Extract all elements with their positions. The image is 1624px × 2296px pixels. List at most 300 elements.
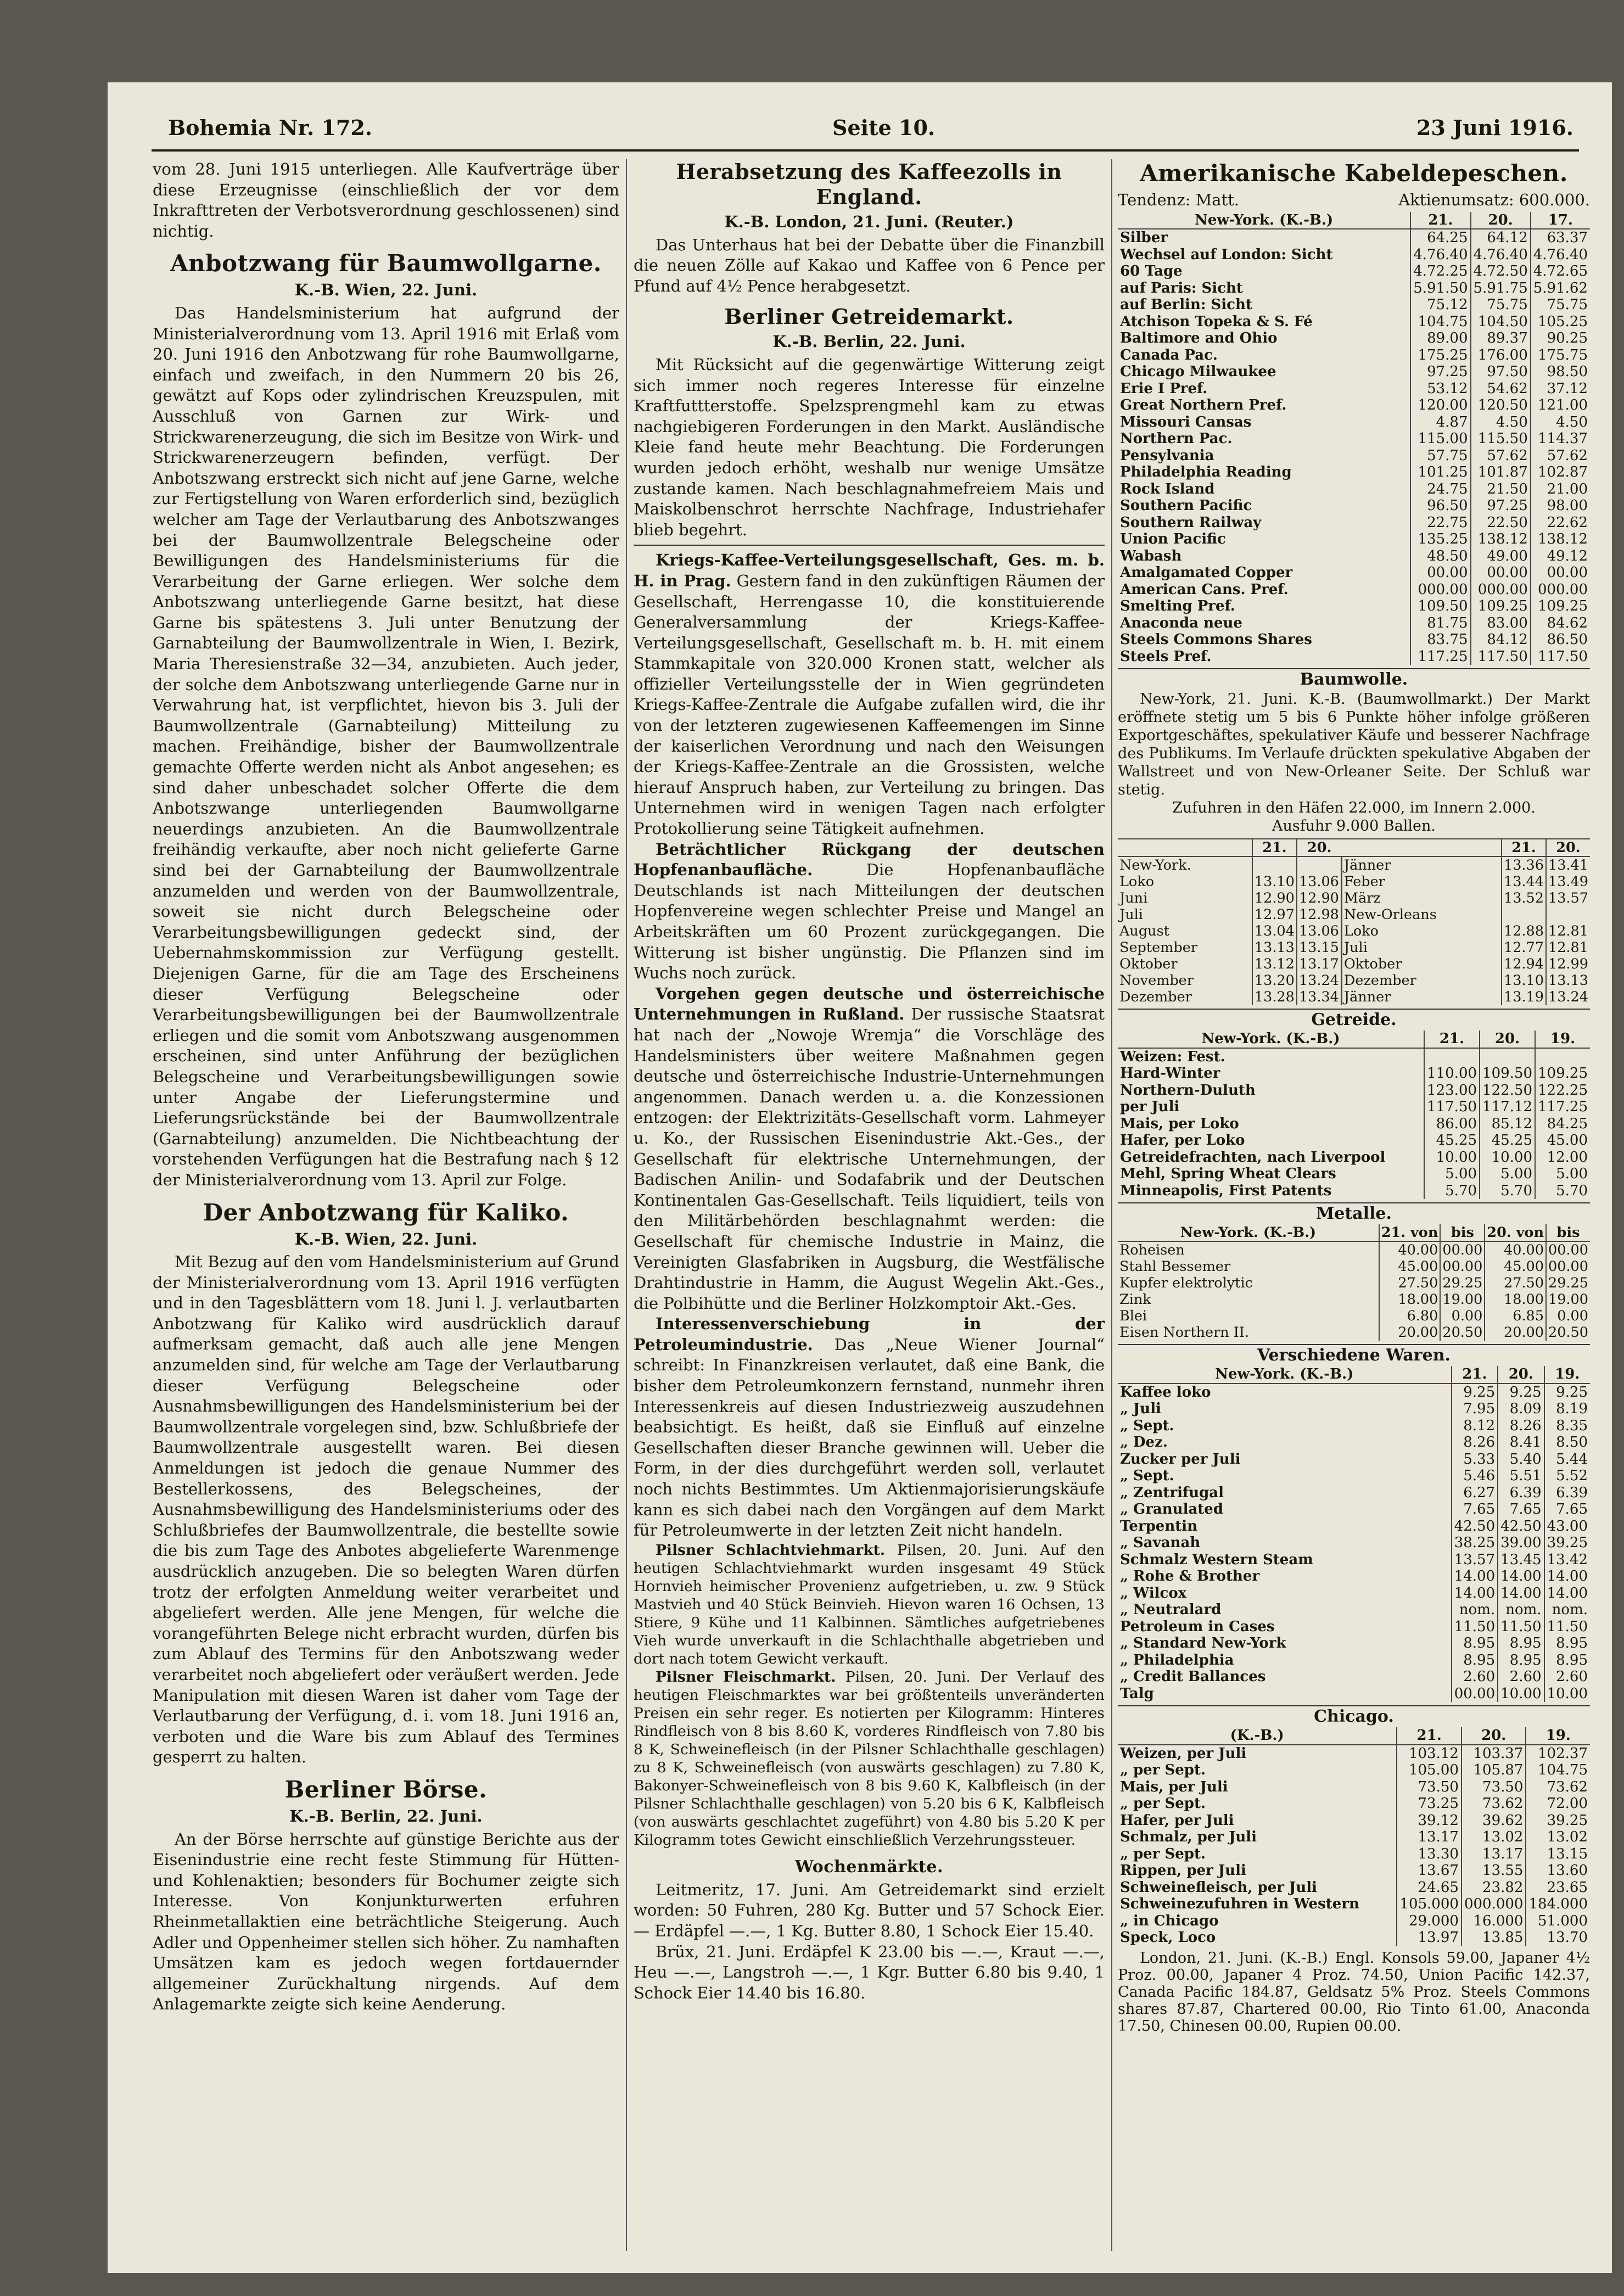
table-value-cell: 109.25 [1471, 598, 1531, 615]
table-label-cell: Pensylvania [1120, 447, 1214, 464]
table-value-cell: 8.95 [1498, 1635, 1544, 1652]
table-row [1118, 247, 1590, 264]
table-row [1118, 514, 1590, 531]
table-value-cell: 13.02 [1461, 1829, 1526, 1846]
table-value-cell: 13.13 [1252, 939, 1297, 956]
table-value-cell: 5.00 [1480, 1166, 1535, 1183]
table-value-cell [1546, 906, 1590, 923]
table-label-cell: per Juli [1120, 1099, 1180, 1116]
table-row [1118, 414, 1590, 431]
table-row [1118, 1308, 1590, 1324]
table-label-cell: Loko [1119, 873, 1155, 891]
table-value-cell: 84.25 [1535, 1116, 1590, 1133]
table-value-cell: 5.00 [1424, 1166, 1480, 1183]
table-value-cell: 00.00 [1546, 1258, 1590, 1275]
table-label-cell: Getreidefrachten, nach Liverpool [1120, 1149, 1386, 1166]
item-lead: Beträchtlicher Rückgang der deutschen Hopfenanbaufläche. [634, 839, 1105, 880]
table-row [1118, 1601, 1590, 1619]
table-value-cell: 20. [1546, 839, 1590, 856]
table-value-cell: 115.50 [1471, 430, 1531, 447]
table-label-cell: Hafer, per Loko [1120, 1132, 1245, 1149]
table-value-cell: nom. [1452, 1601, 1498, 1619]
table-value-cell: 5.52 [1544, 1468, 1590, 1485]
table-label-cell: Jänner [1341, 989, 1502, 1005]
table-value-cell: 5.00 [1535, 1166, 1590, 1183]
table-value-cell: 14.00 [1452, 1585, 1498, 1602]
table-row [1118, 313, 1590, 331]
table-value-cell: 20. [1480, 1031, 1535, 1048]
table-value-cell: 117.25 [1410, 648, 1470, 665]
table-label-cell: 60 Tage [1120, 263, 1183, 280]
table-value-cell [1535, 1048, 1590, 1066]
table-value-cell: 12.77 [1502, 939, 1546, 956]
table-value-cell: 8.41 [1498, 1434, 1544, 1451]
table-label-cell: November [1119, 972, 1194, 989]
table-value-cell: 75.12 [1410, 296, 1470, 313]
table-value-cell: 109.25 [1535, 1065, 1590, 1082]
table-value-cell: 5.44 [1544, 1451, 1590, 1468]
table-label-cell: März [1341, 890, 1502, 906]
table-row [1118, 1116, 1590, 1133]
table-label-cell: Oktober [1341, 956, 1502, 972]
table-value-cell: 00.00 [1546, 1241, 1590, 1258]
table-row [1118, 1324, 1590, 1341]
table-value-cell: 4.76.40 [1531, 247, 1590, 264]
table-value-cell: 48.50 [1410, 548, 1470, 565]
table-value-cell: 98.50 [1531, 363, 1590, 380]
table-value-cell: 5.33 [1452, 1451, 1498, 1468]
table-row [1118, 296, 1590, 313]
table-value-cell: 184.000 [1526, 1896, 1590, 1913]
table-value-cell: 00.00 [1452, 1685, 1498, 1703]
item-lead: Pilsner Fleischmarkt. [656, 1668, 836, 1685]
table-value-cell: 64.12 [1471, 229, 1531, 247]
item-lead: Vorgehen gegen deutsche und österreichische Unternehmungen in Rußland. [634, 984, 1105, 1024]
table-value-cell: 11.50 [1498, 1619, 1544, 1636]
table-value-cell: 000.000 [1461, 1896, 1526, 1913]
table-row [1118, 263, 1590, 280]
table-row [1118, 989, 1590, 1005]
table-row [1118, 1745, 1590, 1762]
table-value-cell: 73.25 [1397, 1795, 1461, 1812]
table-row [1118, 1879, 1590, 1896]
page-header-right: 23 Juni 1916. [1416, 115, 1573, 140]
table-row [1118, 397, 1590, 414]
table-label-cell: „ Granulated [1120, 1501, 1224, 1518]
table-value-cell: 105.00 [1397, 1762, 1461, 1779]
table-row [1118, 1183, 1590, 1200]
table-value-cell: 21.00 [1531, 481, 1590, 498]
table-value-cell: 13.13 [1546, 972, 1590, 989]
table-value-cell: 20. [1471, 212, 1531, 229]
table-value-cell: 86.00 [1424, 1116, 1480, 1133]
table-value-cell: 45.25 [1424, 1132, 1480, 1149]
table-row [1118, 1812, 1590, 1829]
table-value-cell: 117.50 [1424, 1099, 1480, 1116]
table-header-row [1118, 1727, 1590, 1745]
table-row [1118, 380, 1590, 397]
table-value-cell: bis [1546, 1224, 1590, 1241]
table-row [1118, 430, 1590, 447]
turnover-label: Aktienumsatz: 600.000. [1398, 191, 1590, 209]
table-value-cell: 73.50 [1461, 1779, 1526, 1796]
table-value-cell: 13.42 [1544, 1552, 1590, 1569]
table-value-cell: 20.50 [1440, 1324, 1485, 1341]
table-value-cell: 2.60 [1452, 1668, 1498, 1685]
table-value-cell: 24.75 [1410, 481, 1470, 498]
table-label-cell: Feber [1341, 873, 1502, 890]
table-row [1118, 648, 1590, 665]
table-label-cell: „ Sept. [1120, 1417, 1174, 1434]
table-value-cell: 75.75 [1531, 296, 1590, 313]
table-label-cell: „ per Sept. [1120, 1845, 1206, 1862]
table-label-cell: Steels Pref. [1120, 648, 1212, 665]
table-value-cell: 45.00 [1535, 1132, 1590, 1149]
table-value-cell: 11.50 [1544, 1619, 1590, 1636]
table-label-cell: Amalgamated Copper [1120, 564, 1293, 581]
table-label-cell: Loko [1341, 923, 1502, 939]
table-value-cell: 13.44 [1502, 873, 1546, 890]
table-value-cell: 57.62 [1471, 447, 1531, 464]
table-label-cell: Mehl, Spring Wheat Clears [1120, 1166, 1336, 1183]
table-value-cell: 5.70 [1535, 1183, 1590, 1200]
table-row [1118, 1585, 1590, 1602]
table-row [1118, 1518, 1590, 1535]
table-value-cell: 73.62 [1461, 1795, 1526, 1812]
table-value-cell: 45.00 [1485, 1258, 1546, 1275]
table-label-cell: Northern Pac. [1120, 430, 1233, 447]
table-value-cell: 4.72.65 [1531, 263, 1590, 280]
table-value-cell: 51.000 [1526, 1913, 1590, 1930]
table-header-row [1118, 1224, 1590, 1241]
table-value-cell: 20. [1498, 1366, 1544, 1384]
table-value-cell: 20. [1297, 839, 1342, 856]
table-label-cell: Schmalz, per Juli [1120, 1829, 1257, 1846]
table-row [1118, 548, 1590, 565]
table-row [1118, 1762, 1590, 1779]
cotton-export: Ausfuhr 9.000 Ballen. [1272, 817, 1436, 835]
table-row [1118, 363, 1590, 380]
table-label-cell: Dezember [1341, 972, 1502, 989]
table-label-cell: Wabash [1120, 547, 1182, 564]
table-row [1118, 1635, 1590, 1652]
table-row [1118, 1166, 1590, 1183]
table-value-cell: 109.25 [1531, 598, 1590, 615]
table-value-cell: 13.20 [1252, 972, 1297, 989]
table-value-cell: 7.65 [1498, 1501, 1544, 1518]
column-rule-2 [1111, 159, 1112, 2251]
table-label-cell: Chicago Milwaukee [1120, 363, 1276, 380]
table-value-cell: 8.95 [1544, 1652, 1590, 1669]
table-label-cell: Canada Pac. [1120, 346, 1218, 363]
article-paragraph: An der Börse herrschte auf günstige Berichte aus der Eisenindustrie eine recht feste Stimmung für Hütten- und Kohlenaktien; besonders für Bochumer zeigte sich Interesse. Von Konjunkturwerten erfuhren Rheinmetallaktien eine beträchtliche Steigerung. Auch Adler und Oppenheimer stellen sich höher. Zu namhaften Umsätzen kam es jedoch wegen fortdauernder allgemeiner Zurückhaltung nirgends. Auf dem Anlagemarkte zeigte sich keine Aenderung. [153, 1829, 619, 2014]
table-value-cell: 13.02 [1526, 1829, 1590, 1846]
table-label-cell: American Cans. Pref. [1120, 581, 1289, 598]
article-title-berliner-boerse: Berliner Börse. [284, 1776, 488, 1803]
table-row [1118, 1082, 1590, 1099]
table-label-cell: Northern-Duluth [1120, 1082, 1256, 1099]
table-value-cell: 85.12 [1480, 1116, 1535, 1133]
table-label-cell: „ Juli [1120, 1401, 1161, 1418]
table-value-cell: 13.85 [1461, 1929, 1526, 1946]
table-label-cell: Juli [1119, 906, 1143, 923]
table-value-cell: 14.00 [1544, 1585, 1590, 1602]
table-value-cell: 22.62 [1531, 514, 1590, 531]
table-value-cell: 12.98 [1297, 906, 1342, 923]
table-value-cell: 13.06 [1297, 923, 1342, 939]
table-value-cell: 122.50 [1480, 1082, 1535, 1099]
table-value-cell [1480, 1048, 1535, 1066]
table-label-cell: Eisen Northern II. [1119, 1324, 1250, 1341]
table-value-cell: 21. [1397, 1727, 1461, 1745]
table-value-cell: 14.00 [1452, 1568, 1498, 1585]
table-value-cell: 13.10 [1502, 972, 1546, 989]
dateline: K.-B. London, 21. Juni. (Reuter.) [724, 212, 1014, 231]
table-row [1118, 1258, 1590, 1275]
table-value-cell: 63.37 [1531, 229, 1590, 247]
table-label-cell: Talg [1120, 1685, 1154, 1702]
table-label-cell: „ per Sept. [1120, 1762, 1206, 1779]
table-row [1118, 1846, 1590, 1863]
table-row [1118, 1652, 1590, 1669]
table-value-cell: 138.12 [1531, 531, 1590, 548]
table-row [1118, 1619, 1590, 1636]
cotton-futures-table [1118, 838, 1590, 1005]
table-value-cell: 120.00 [1410, 397, 1470, 414]
table-value-cell [1502, 906, 1546, 923]
table-value-cell: 13.45 [1498, 1552, 1544, 1569]
table-label-cell: New-York. (K.-B.) [1118, 212, 1410, 229]
table-value-cell: 5.40 [1498, 1451, 1544, 1468]
table-value-cell: 8.95 [1452, 1635, 1498, 1652]
table-value-cell: 72.00 [1526, 1795, 1590, 1812]
section-title-baumwolle: Baumwolle. [1118, 668, 1590, 690]
table-row [1118, 1099, 1590, 1116]
table-value-cell: 175.75 [1531, 347, 1590, 364]
chicago-table [1118, 1727, 1590, 1946]
table-value-cell: 8.35 [1544, 1418, 1590, 1435]
table-value-cell: 4.76.40 [1410, 247, 1470, 264]
table-value-cell: 89.37 [1471, 330, 1531, 347]
table-row [1118, 856, 1590, 873]
table-label-cell: Wechsel auf London: Sicht [1120, 246, 1333, 263]
table-value-cell: 00.00 [1531, 564, 1590, 581]
newspaper-page [108, 82, 1612, 2273]
table-row [1118, 1913, 1590, 1930]
table-label-cell: Southern Pacific [1120, 497, 1252, 514]
item-text: Pilsen, 20. Juni. Auf den heutigen Schlachtviehmarkt wurden insgesamt 49 Stück Hornvieh heimischer Provenienz aufgetrieben, u. zw. 9 Stück Mastvieh und 40 Stück Beinvieh. Hievon waren 16 Ochsen, 13 Stiere, 9 Kühe und 11 Kalbinnen. Sämtliches aufgetriebenes Vieh wurde unverkauft in die Schlachthalle abgetrieben und dort nach totem Gewicht verkauft. [634, 1541, 1105, 1667]
table-value-cell [1424, 1048, 1480, 1066]
table-value-cell: 135.25 [1410, 531, 1470, 548]
table-value-cell: 120.50 [1471, 397, 1531, 414]
dateline: K.-B. Berlin, 22. Juni. [772, 332, 966, 351]
table-row [1118, 1149, 1590, 1166]
table-row [1118, 1065, 1590, 1082]
table-row [1118, 939, 1590, 956]
table-label-cell: Union Pacific [1120, 531, 1226, 548]
item-text: Pilsen, 20. Juni. Der Verlauf des heutigen Fleischmarktes war bei größtenteils unveränderten Preisen ein sehr reger. Es notierten per Kilogramm: Hinteres Rindfleisch von 8 bis 8.60 K, vorderes Rindfleisch von 7.80 bis 8 K, Schweinefleisch (in der Pilsner Schlachthalle geschlagen) zu 8 K, Schweinefleisch (von auswärts geschlagen) zu 7.80 K, Bakonyer-Schweinefleisch von 8 bis 9.60 K, Kalbfleisch (in der Pilsner Schlachthalle geschlagen) von 5.20 bis 6 K, Kalbfleisch (von auswärts geschlachtet zugeführt) von 4.80 bis 5.20 K per Kilogramm totes Gewicht einschließlich Verzehrungssteuer. [634, 1668, 1105, 1849]
table-label-cell: August [1119, 923, 1169, 940]
table-value-cell: 9.25 [1452, 1384, 1498, 1401]
table-value-cell: 83.75 [1410, 631, 1470, 648]
table-value-cell: 13.06 [1297, 873, 1342, 890]
table-label-cell: Schweinefleisch, per Juli [1120, 1879, 1317, 1896]
table-row [1118, 1862, 1590, 1879]
table-value-cell: 8.09 [1498, 1401, 1544, 1418]
table-row [1118, 1132, 1590, 1149]
table-value-cell: 81.75 [1410, 615, 1470, 632]
table-label-cell: Rippen, per Juli [1120, 1862, 1246, 1879]
table-label-cell: auf Paris: Sicht [1120, 279, 1243, 296]
table-value-cell: 13.10 [1252, 873, 1297, 890]
table-label-cell: Anaconda neue [1120, 614, 1242, 631]
table-label-cell: Weizen: Fest. [1120, 1048, 1225, 1065]
table-value-cell: 29.000 [1397, 1913, 1461, 1930]
table-value-cell: 122.25 [1535, 1082, 1590, 1099]
table-row [1118, 1401, 1590, 1418]
table-label-cell: Zink [1119, 1291, 1151, 1308]
table-value-cell: 13.28 [1252, 989, 1297, 1005]
table-value-cell: 000.00 [1471, 581, 1531, 598]
intro-paragraph: vom 28. Juni 1915 unterliegen. Alle Kaufverträge über diese Erzeugnisse (einschließlich der vor dem Inkrafttreten der Verbotsverordnung geschlossenen) sind nichtig. [153, 160, 619, 240]
table-header-row [1118, 1031, 1590, 1048]
table-label-cell: „ Zentrifugal [1120, 1484, 1224, 1501]
table-label-cell: „ Philadelphia [1120, 1651, 1234, 1668]
table-label-cell: Hard-Winter [1120, 1065, 1220, 1082]
item-lead: Interessenverschiebung in der Petroleumindustrie. [634, 1314, 1105, 1354]
table-value-cell: 101.25 [1410, 464, 1470, 481]
article-paragraph: Mit Bezug auf den vom Handelsministerium auf Grund der Ministerialverordnung vom 13. April 1916 verfügten und in den Tagesblättern vom 18. Juni l. J. verlautbarten Anbotzwang für Kaliko wird ausdrücklich darauf aufmerksam gemacht, daß auch alle jene Mengen anzumelden sind, für welche am Tage der Verlautbarung dieser Verfügung Belegscheine oder Ausnahmsbewilligungen des Handelsministerium bei der Baumwollzentrale vorgelegen sind, bzw. Schlußbriefe der Baumwollzentrale ausgestellt waren. Bei diesen Anmeldungen ist jedoch die genaue Nummer des Bestellerkossens, des Belegscheines, der Ausnahmsbewilligung des Handelsministeriums oder des Schlußbriefes der Baumwollzentrale, die bestellte sowie die bis zum Tage des Anbotes abgelieferte Warenmenge ausdrücklich anzugeben. Die so belegten Waren dürfen trotz der erfolgten Anmeldung weiter verarbeitet und abgeliefert werden. Alle jene Mengen, für welche die vorangeführten Belege nicht erbracht wurden, dürfen bis zum Ablauf des Termins für den Anbotszwang weder verarbeitet noch abgeliefert oder veräußert werden. Jede Manipulation mit diesen Waren ist daher vom Tage der Verlautbarung der Verfügung, d. i. vom 18. Juni 1916 an, verboten und die Ware bis zum Ablauf des Termines gesperrt zu halten. [153, 1252, 619, 1767]
table-row [1118, 581, 1590, 598]
table-label-cell: Roheisen [1119, 1242, 1185, 1259]
table-value-cell: 13.24 [1546, 989, 1590, 1005]
table-value-cell: 114.37 [1531, 430, 1590, 447]
table-value-cell: 12.00 [1535, 1149, 1590, 1166]
table-value-cell: 73.50 [1397, 1779, 1461, 1796]
table-value-cell: 27.50 [1485, 1275, 1546, 1291]
table-value-cell: 39.62 [1461, 1812, 1526, 1829]
table-label-cell: Philadelphia Reading [1120, 464, 1292, 481]
table-value-cell: 57.75 [1410, 447, 1470, 464]
table-label-cell: Dezember [1119, 989, 1192, 1006]
table-value-cell: 175.25 [1410, 347, 1470, 364]
table-value-cell: 103.37 [1461, 1745, 1526, 1762]
section-title-metalle: Metalle. [1118, 1202, 1590, 1224]
table-label-cell: Speck, Loco [1120, 1929, 1216, 1946]
section-title-chicago: Chicago. [1118, 1705, 1590, 1727]
table-label-cell: Mais, per Juli [1120, 1778, 1228, 1795]
table-label-cell: Great Northern Pref. [1120, 397, 1287, 414]
cotton-report: New-York, 21. Juni. K.-B. (Baumwollmarkt.) Der Markt eröffnete stetig um 5 bis 6 Punkte höher infolge größeren Exportgeschäftes, spekulativer Käufe und besserer Nachfrage des Publikums. Im Verlaufe drückten spekulative Abgaben der Wallstreet und von New-Orleaner Seite. Der Schluß war stetig. [1118, 691, 1590, 799]
table-value-cell: 84.62 [1531, 615, 1590, 632]
item-text: Die Hopfenanbaufläche Deutschlands ist nach Mitteilungen der deutschen Hopfenvereine wegen schlechter Preise und Mangel an Arbeitskräften um 60 Prozent zurückgegangen. Die Witterung ist bisher ungünstig. Die Pflanzen sind im Wuchs noch zurück. [634, 860, 1105, 983]
table-value-cell: 20.00 [1485, 1324, 1546, 1341]
table-value-cell: 13.30 [1397, 1846, 1461, 1863]
table-value-cell: 49.12 [1531, 548, 1590, 565]
table-value-cell: 20.50 [1546, 1324, 1590, 1341]
table-value-cell: 19.00 [1546, 1291, 1590, 1308]
table-label-cell: (K.-B.) [1118, 1727, 1397, 1745]
table-label-cell: „ Sept. [1120, 1468, 1174, 1485]
table-value-cell: 109.50 [1410, 598, 1470, 615]
table-value-cell: 21. [1424, 1031, 1480, 1048]
table-value-cell: 105.87 [1461, 1762, 1526, 1779]
table-value-cell: 21. [1252, 839, 1297, 856]
table-row [1118, 1896, 1590, 1913]
table-row [1118, 956, 1590, 972]
table-value-cell: 110.00 [1424, 1065, 1480, 1082]
cotton-supply: Zufuhren in den Häfen 22.000, im Innern 2.000. [1172, 799, 1536, 817]
article-paragraph: Leitmeritz, 17. Juni. Am Getreidemarkt sind erzielt worden: 50 Fuhren, 280 Kg. Butter und 57 Schock Eier. — Erdäpfel —.—, 1 Kg. Butter 8.80, 1 Schock Eier 15.40. [634, 1880, 1105, 1940]
table-value-cell: 12.90 [1252, 890, 1297, 906]
table-value-cell: 53.12 [1410, 380, 1470, 397]
table-value-cell: 90.25 [1531, 330, 1590, 347]
table-value-cell: 13.12 [1252, 956, 1297, 972]
table-label-cell: Weizen, per Juli [1120, 1745, 1247, 1762]
table-value-cell: 19. [1544, 1366, 1590, 1384]
table-value-cell: 13.19 [1502, 989, 1546, 1005]
table-value-cell: 39.25 [1544, 1535, 1590, 1552]
table-value-cell: 8.95 [1452, 1652, 1498, 1669]
article-title-baumwollgarne: Anbotzwang für Baumwollgarne. [170, 250, 602, 277]
table-value-cell: 13.97 [1397, 1929, 1461, 1946]
table-value-cell: 12.81 [1546, 923, 1590, 939]
table-value-cell: 13.41 [1546, 856, 1590, 873]
table-value-cell: 83.00 [1471, 615, 1531, 632]
item-text: Der russische Staatsrat hat nach der „Nowoje Wremja“ die Vorschläge des Handelsministers über weitere Maßnahmen gegen deutsche und österreichische Industrie-Unternehmungen angenommen. Danach werden u. a. die Konzessionen entzogen: der Elektrizitäts-Gesellschaft vorm. Lahmeyer u. Ko., der Russischen Eisenindustrie Akt.-Ges., der Gesellschaft für elektrische Unternehmungen, der Badischen Anilin- und Sodafabrik und der Deutschen Kontinentalen Gas-Gesellschaft. Teils liquidiert, teils von den Militärbehörden beschlagnahmt werden: die Gesellschaft für chemische Industrie in Mainz, die Vereinigten Glasfabriken in Augsburg, die Westfälische Drahtindustrie in Hamm, die August Wegelin Akt.-Ges., die Polbihütte und die Berliner Holzkomptoir Akt.-Ges. [634, 1005, 1105, 1313]
table-row [1118, 906, 1590, 923]
table-value-cell: 21. von [1379, 1224, 1441, 1241]
table-value-cell: 19. [1535, 1031, 1590, 1048]
table-value-cell: 89.00 [1410, 330, 1470, 347]
table-label-cell: Steels Commons Shares [1120, 631, 1312, 648]
table-value-cell: 43.00 [1544, 1518, 1590, 1535]
table-value-cell: 13.17 [1397, 1829, 1461, 1846]
section-rule [634, 545, 1105, 546]
table-value-cell: 13.34 [1297, 989, 1342, 1005]
table-value-cell: 176.00 [1471, 347, 1531, 364]
table-value-cell: 12.81 [1546, 939, 1590, 956]
column-rule-1 [626, 159, 627, 2251]
table-row [1118, 229, 1590, 247]
table-row [1118, 1451, 1590, 1468]
table-value-cell: 97.25 [1410, 363, 1470, 380]
table-row [1118, 873, 1590, 890]
table-row [1118, 497, 1590, 514]
table-row [1118, 1685, 1590, 1703]
table-value-cell: 13.17 [1297, 956, 1342, 972]
table-label-cell: „ Standard New-York [1120, 1635, 1286, 1652]
table-value-cell: 54.62 [1471, 380, 1531, 397]
table-value-cell: 117.25 [1535, 1099, 1590, 1116]
table-value-cell: 00.00 [1440, 1258, 1485, 1275]
grain-table [1118, 1031, 1590, 1199]
table-value-cell: 5.46 [1452, 1468, 1498, 1485]
table-value-cell: 18.00 [1485, 1291, 1546, 1308]
table-value-cell: 5.91.62 [1531, 280, 1590, 297]
table-row [1118, 1668, 1590, 1685]
table-value-cell: 4.72.50 [1471, 263, 1531, 280]
table-value-cell: 12.94 [1502, 956, 1546, 972]
kabeldepeschen-title: Amerikanische Kabeldepeschen. [1140, 160, 1568, 187]
page-header-center: Seite 10. [832, 115, 936, 140]
table-value-cell: 0.00 [1440, 1308, 1485, 1324]
table-label-cell: „ Rohe & Brother [1120, 1568, 1260, 1585]
table-row [1118, 631, 1590, 648]
table-value-cell: 8.50 [1544, 1434, 1590, 1451]
table-label-cell: Hafer, per Juli [1120, 1812, 1234, 1829]
table-row [1118, 615, 1590, 632]
